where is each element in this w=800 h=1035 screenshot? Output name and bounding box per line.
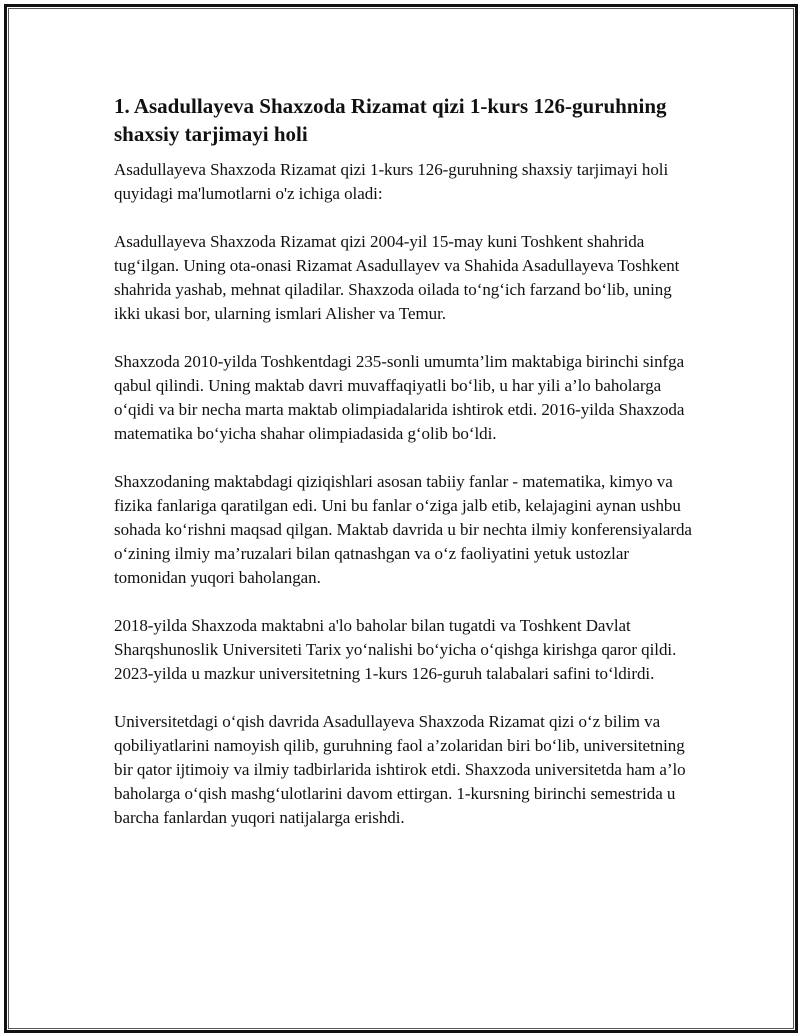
paragraph-university-entry: 2018-yilda Shaxzoda maktabni a'lo baholar bilan tugatdi va Toshkent Davlat Sharqshunoslik Universiteti Tarix yo‘nalishi bo‘yicha o‘qishga kirishga qaror qildi. 2023-yilda u mazkur universitetning 1-kurs 126-guruh talabalari safini to‘ldirdi.	[114, 616, 677, 683]
document-title: 1. Asadullayeva Shaxzoda Rizamat qizi 1-kurs 126-guruhning shaxsiy tarjimayi holi	[114, 94, 667, 146]
paragraph-intro: Asadullayeva Shaxzoda Rizamat qizi 1-kurs 126-guruhning shaxsiy tarjimayi holi quyidagi ma'lumotlarni o'z ichiga oladi:	[114, 160, 669, 203]
paragraph-interests: Shaxzodaning maktabdagi qiziqishlari asosan tabiiy fanlar - matematika, kimyo va fizika fanlariga qaratilgan edi. Uni bu fanlar o‘ziga jalb etib, kelajagini aynan ushbu sohada ko‘rishni maqsad qilgan. Maktab davrida u bir nechta ilmiy konferensiyalarda o‘zining ilmiy ma’ruzalari bilan qatnashgan va o‘z faoliyatini yetuk ustozlar tomonidan yuqori baholangan.	[114, 472, 692, 587]
paragraph-school: Shaxzoda 2010-yilda Toshkentdagi 235-sonli umumta’lim maktabiga birinchi sinfga qabul qilindi. Uning maktab davri muvaffaqiyatli bo‘lib, u har yili a’lo baholarga o‘qidi va bir necha marta maktab olimpiadalarida ishtirok etdi. 2016-yilda Shaxzoda matematika bo‘yicha shahar olimpiadasida g‘olib bo‘ldi.	[114, 352, 685, 443]
paragraph-university-study: Universitetdagi o‘qish davrida Asadullayeva Shaxzoda Rizamat qizi o‘z bilim va qobiliyatlarini namoyish qilib, guruhning faol a’zolaridan biri bo‘lib, universitetning bir qator ijtimoiy va ilmiy tadbirlarida ishtirok etdi. Shaxzoda universitetda ham a’lo baholarga o‘qish mashg‘ulotlarini davom ettirgan. 1-kursning birinchi semestrida u barcha fanlardan yuqori natijalarga erishdi.	[114, 712, 686, 827]
paragraph-birth-family: Asadullayeva Shaxzoda Rizamat qizi 2004-yil 15-may kuni Toshkent shahrida tug‘ilgan. Uning ota-onasi Rizamat Asadullayev va Shahida Asadullayeva Toshkent shahrida yashab, mehnat qiladilar. Shaxzoda oilada to‘ng‘ich farzand bo‘lib, uning ikki ukasi bor, ularning ismlari Alisher va Temur.	[114, 232, 680, 323]
document-body	[114, 92, 694, 854]
